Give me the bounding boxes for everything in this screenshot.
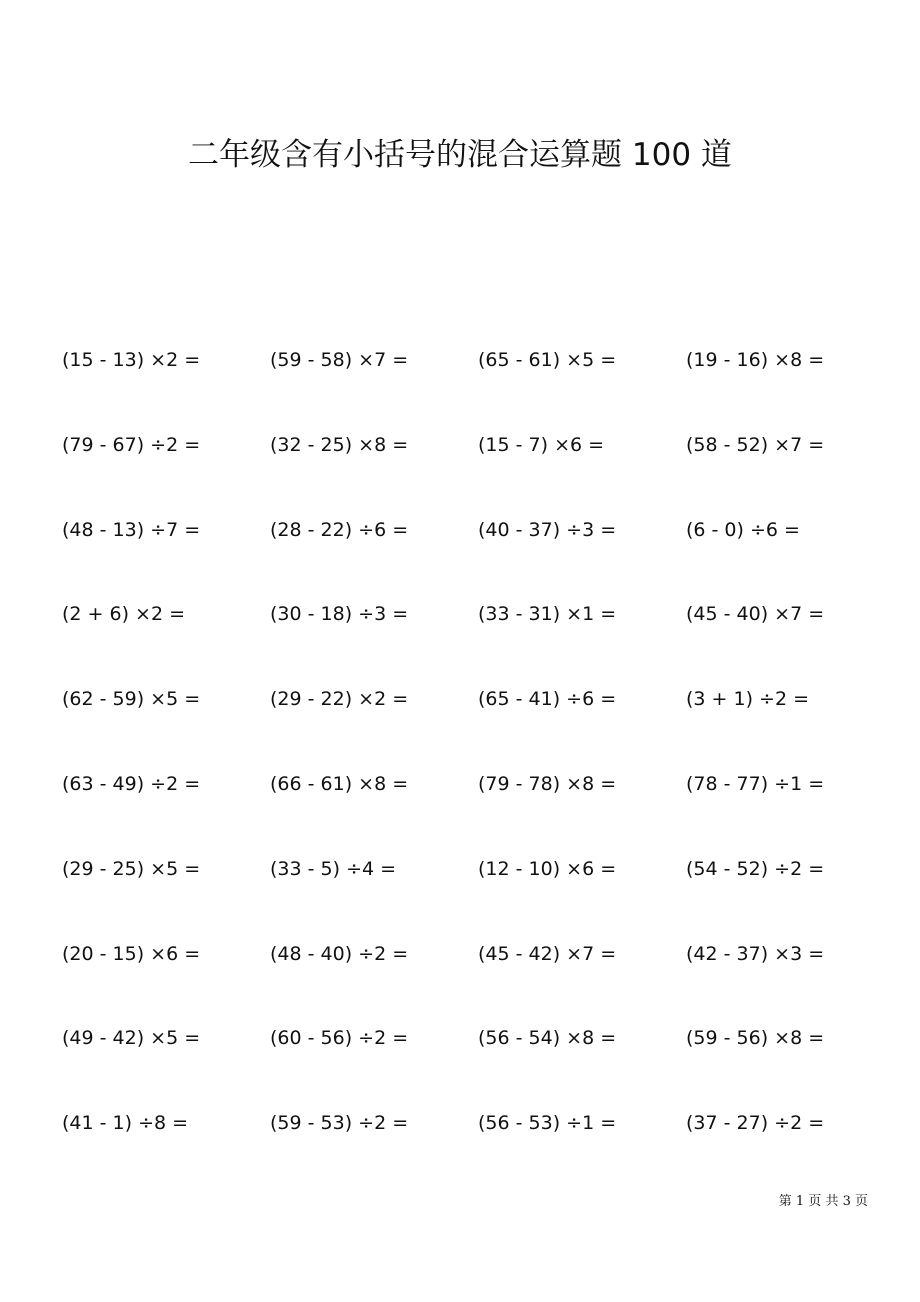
problem-item: (66 - 61) ×8 = xyxy=(270,772,409,795)
problem-item: (56 - 54) ×8 = xyxy=(478,1027,617,1050)
problem-item: (49 - 42) ×5 = xyxy=(62,1027,201,1050)
problem-item: (6 - 0) ÷6 = xyxy=(686,518,800,541)
problem-item: (33 - 31) ×1 = xyxy=(478,603,617,626)
problem-item: (62 - 59) ×5 = xyxy=(62,688,201,711)
problem-item: (45 - 42) ×7 = xyxy=(478,942,617,965)
problem-item: (59 - 58) ×7 = xyxy=(270,349,409,371)
problem-item: (20 - 15) ×6 = xyxy=(62,942,201,965)
problem-item: (54 - 52) ÷2 = xyxy=(686,857,825,880)
problem-item: (48 - 13) ÷7 = xyxy=(62,518,201,541)
problem-item: (79 - 67) ÷2 = xyxy=(62,433,201,456)
problem-item: (19 - 16) ×8 = xyxy=(686,349,825,371)
problem-item: (37 - 27) ÷2 = xyxy=(686,1112,825,1135)
page-title: 二年级含有小括号的混合运算题 100 道 xyxy=(188,137,732,173)
problem-item: (29 - 25) ×5 = xyxy=(62,857,201,880)
problem-grid xyxy=(62,340,902,1188)
problem-item: (30 - 18) ÷3 = xyxy=(270,603,409,626)
problem-item: (60 - 56) ÷2 = xyxy=(270,1027,409,1050)
problem-item: (41 - 1) ÷8 = xyxy=(62,1112,189,1135)
problem-item: (78 - 77) ÷1 = xyxy=(686,772,825,795)
problem-item: (32 - 25) ×8 = xyxy=(270,433,409,456)
problem-item: (45 - 40) ×7 = xyxy=(686,603,825,626)
problem-item: (12 - 10) ×6 = xyxy=(478,857,617,880)
problem-item: (40 - 37) ÷3 = xyxy=(478,518,617,541)
problem-item: (79 - 78) ×8 = xyxy=(478,772,617,795)
page-footer: 第 1 页 共 3 页 xyxy=(778,1194,868,1209)
problem-item: (15 - 13) ×2 = xyxy=(62,349,201,371)
problem-item: (3 + 1) ÷2 = xyxy=(686,688,810,711)
problem-item: (65 - 41) ÷6 = xyxy=(478,688,617,711)
problem-item: (59 - 56) ×8 = xyxy=(686,1027,825,1050)
problem-item: (59 - 53) ÷2 = xyxy=(270,1112,409,1135)
problem-item: (15 - 7) ×6 = xyxy=(478,433,605,456)
problem-item: (48 - 40) ÷2 = xyxy=(270,942,409,965)
problem-item: (58 - 52) ×7 = xyxy=(686,433,825,456)
problem-item: (33 - 5) ÷4 = xyxy=(270,857,397,880)
problem-item: (42 - 37) ×3 = xyxy=(686,942,825,965)
problem-item: (65 - 61) ×5 = xyxy=(478,349,617,371)
problem-item: (28 - 22) ÷6 = xyxy=(270,518,409,541)
problem-item: (2 + 6) ×2 = xyxy=(62,603,186,626)
problem-item: (56 - 53) ÷1 = xyxy=(478,1112,617,1135)
problem-item: (63 - 49) ÷2 = xyxy=(62,772,201,795)
problem-item: (29 - 22) ×2 = xyxy=(270,688,409,711)
